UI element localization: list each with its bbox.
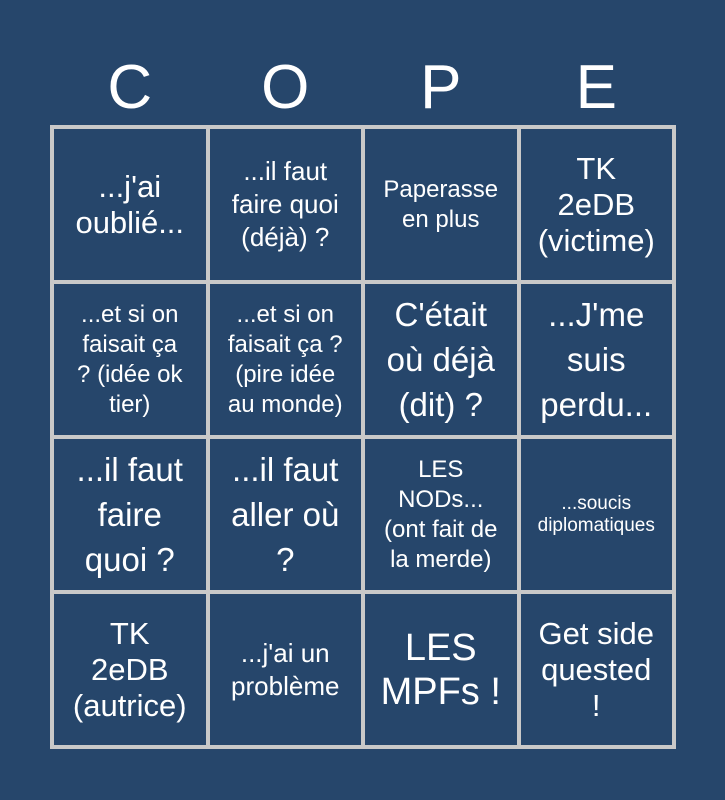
bingo-cell-text: LES NODs... (ont fait de la merde) — [384, 455, 498, 573]
bingo-cell[interactable] — [521, 594, 673, 745]
bingo-cell[interactable] — [521, 439, 673, 590]
bingo-cell[interactable] — [210, 439, 362, 590]
bingo-cell[interactable] — [54, 284, 206, 435]
bingo-cell-text: ...j'ai un problème — [231, 637, 340, 701]
bingo-header — [52, 50, 674, 126]
bingo-cell[interactable] — [365, 439, 517, 590]
bingo-cell[interactable] — [54, 129, 206, 280]
header-letter-c: C — [107, 53, 153, 122]
bingo-cell[interactable] — [365, 284, 517, 435]
bingo-cell-text: Paperasse en plus — [383, 175, 499, 233]
header-letter-e: E — [575, 53, 617, 122]
bingo-cell[interactable] — [365, 129, 517, 280]
bingo-cell-text: ...soucis diplomatiques — [537, 492, 655, 536]
bingo-cell[interactable] — [521, 129, 673, 280]
bingo-cell-text: TK 2eDB (autrice) — [72, 615, 187, 723]
header-letter-o: O — [261, 53, 310, 122]
bingo-cell-text: ...et si on faisait ça ? (idée ok tier) — [77, 300, 183, 418]
bingo-cell-text: ...j'ai oublié... — [75, 168, 185, 240]
bingo-cell[interactable] — [54, 439, 206, 590]
bingo-cell-text: ...il faut faire quoi ? — [76, 451, 183, 578]
bingo-cell[interactable] — [365, 594, 517, 745]
bingo-cell[interactable] — [210, 129, 362, 280]
bingo-cell-text: ...J'me suis perdu... — [540, 296, 653, 423]
bingo-cell-text: ...il faut aller où ? — [231, 451, 340, 578]
bingo-cell[interactable] — [210, 594, 362, 745]
bingo-cell-text: TK 2eDB (victime) — [537, 150, 655, 258]
bingo-cell-text: Get side quested ! — [538, 615, 654, 723]
bingo-cell[interactable] — [521, 284, 673, 435]
bingo-board — [50, 125, 676, 749]
bingo-cell-text: LES MPFs ! — [380, 626, 501, 713]
bingo-cell[interactable] — [210, 284, 362, 435]
bingo-cell[interactable] — [54, 594, 206, 745]
bingo-cell-text: C'était où déjà (dit) ? — [386, 296, 495, 423]
header-letter-p: P — [420, 53, 462, 122]
bingo-cell-text: ...et si on faisait ça ? (pire idée au monde) — [227, 300, 343, 418]
bingo-cell-text: ...il faut faire quoi (déjà) ? — [231, 156, 339, 252]
